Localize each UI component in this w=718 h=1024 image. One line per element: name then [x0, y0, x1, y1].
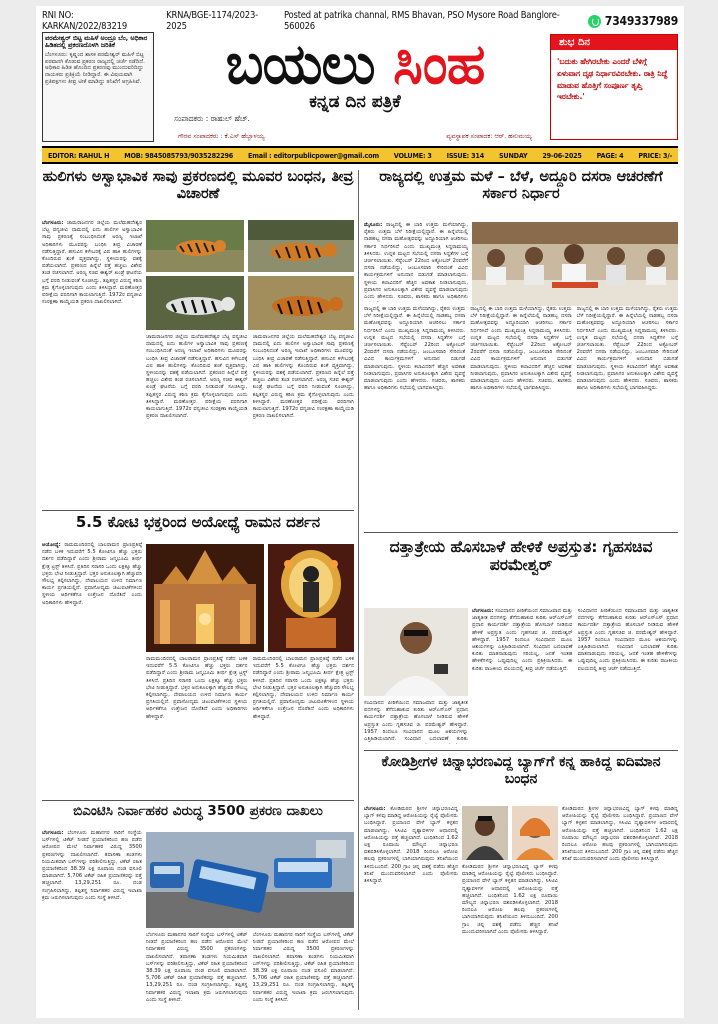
left-box-headline: ಪರಮೇಶ್ವರ್ ಬಿಟ್ಟ ಮಹಿಳೆ ಅಂದ್ರೂ ಬೆಂ, ಅಧಿಕಾರ ಹಿಡಿತದಲ್ಲಿ ಪ್ರಕರಣದೊಳಗಿ ಜರಿತಿಕೆ [45, 35, 151, 50]
dattatreya-headline: ದತ್ತಾತ್ರೇಯ ಹೊಸಬಾಳೆ ಹೇಳಿಕೆ ಅಪ್ರಸ್ತುತ: ಗೃಹಸಚಿವ ಪರಮೇಶ್ವರ್ [389, 538, 653, 575]
mobile-numbers: MOB: 9845085793/9035282296 [124, 150, 234, 160]
kodi-body-col-3: ಕೋಡಿಮಠದ ಶ್ರೀಗಳ ಚಿನ್ನಾಭರಣವಿದ್ದ ಬ್ಯಾಗ್ ಕಳವು ಮಾಡಿದ್ದ ಆರೋಪಿಯನ್ನು ರೈಲ್ವೆ ಪೊಲೀಸರು ಬಂಧಿಸಿದ್ದಾರೆ. ಪ್ರಯಾಣದ ವೇಳೆ ಬ್ಯಾಗ್ ಕಳ್ಳತನ ಮಾಡಲಾಗಿದ್ದು, ಸಿಸಿಟಿವಿ ದೃಶ್ಯಾವಳಿಗಳ ಆಧಾರದಲ್ಲಿ ಆರೋಪಿಯನ್ನು ಪತ್ತೆ ಹಚ್ಚಲಾಗಿದೆ. ಬಂಧಿತನಿಂದ 1.62 ಲಕ್ಷ ರೂಪಾಯಿ ಮೌಲ್ಯದ ಚಿನ್ನಾಭರಣ ವಶಪಡಿಸಿಕೊಳ್ಳಲಾಗಿದೆ. 2018 ರಿಂದಲೂ ಆರೋಪಿ ಹಲವು ಪ್ರಕರಣಗಳಲ್ಲಿ ಭಾಗಿಯಾಗಿರುವುದು ತನಿಖೆಯಿಂದ ತಿಳಿದುಬಂದಿದೆ. 200 ಗ್ರಾಂ ಚಿನ್ನ ವಶಕ್ಕೆ ಪಡೆದು ಹೆಚ್ಚಿನ ತನಿಖೆ ಮುಂದುವರಿಸಲಾಗಿದೆ ಎಂದು ಪೊಲೀಸರು ತಿಳಿಸಿದ್ದಾರೆ. [562, 806, 678, 863]
dattatreya-body-col-3: ಸಂವಿಧಾನದ ಪೀಠಿಕೆಯಿಂದ ಸಮಾಜವಾದ ಮತ್ತು ಜಾತ್ಯತೀತ ಪದಗಳನ್ನು ತೆಗೆದುಹಾಕುವ ಕುರಿತು ಆರ್‌ಎಸ್‌ಎಸ್ ಪ್ರಧಾನ ಕಾರ್ಯದರ್ಶಿ ದತ್ತಾತ್ರೇಯ ಹೊಸಬಾಳೆ ನೀಡಿರುವ ಹೇಳಿಕೆ ಅಪ್ರಸ್ತುತ ಎಂದು ಗೃಹಸಚಿವ ಜಿ. ಪರಮೇಶ್ವರ್ ಹೇಳಿದ್ದಾರೆ. 1957 ರಿಂದಲೂ ಸಂವಿಧಾನದ ಮೂಲ ಆಶಯಗಳನ್ನು ಎತ್ತಿಹಿಡಿಯಲಾಗಿದೆ. ಸಂವಿಧಾನ ಬದಲಾವಣೆ ಕುರಿತು ಮಾತನಾಡುವುದು ಸರಿಯಲ್ಲ, ಜನತೆ ಇಂತಹ ಹೇಳಿಕೆಗಳನ್ನು ಒಪ್ಪುವುದಿಲ್ಲ ಎಂದು ಪ್ರತಿಕ್ರಿಯಿಸಿದರು. ಈ ಕುರಿತು ರಾಜಕೀಯ ವಲಯದಲ್ಲಿ ತೀವ್ರ ಚರ್ಚೆ ನಡೆಯುತ್ತಿದೆ. [577, 608, 678, 672]
thought-heading: ಶುಭ ದಿನ [551, 35, 677, 50]
bmtc-dateline: ಬೆಂಗಳೂರು: [42, 830, 64, 836]
registration-strip [42, 12, 678, 30]
section-rule-1 [42, 510, 354, 511]
ayodhya-body-cols-2-3 [146, 656, 354, 796]
kodi-headline-box [364, 754, 678, 800]
rain-body-cols [364, 306, 678, 528]
managing-editor: ವ್ಯವಸ್ಥಾಪಕ ಸಂಪಾದಕ: ಆರ್. ಹನುಮಯ್ಯ [446, 132, 532, 140]
bmtc-body-cols-2-3 [146, 932, 354, 1012]
dattatreya-dateline: ಬೆಂಗಳೂರು: [472, 608, 494, 614]
dattatreya-body-col-2 [472, 608, 573, 744]
tiger-headline: ಹುಲಿಗಳು ಅಸ್ವಾಭಾವಿಕ ಸಾವು ಪ್ರಕರಣದಲ್ಲಿ ಮೂವರ ಬಂಧನ, ತೀವ್ರ ವಿಚಾರಣೆ [42, 169, 354, 203]
section-rule-4 [364, 750, 678, 751]
tiger-body-col-2: ಚಾಮರಾಜನಗರ ಜಿಲ್ಲೆಯ ಮಲೆಮಹದೇಶ್ವರ ಬೆಟ್ಟ ವನ್ಯಜೀವಿ ಧಾಮದಲ್ಲಿ ಐದು ಹುಲಿಗಳ ಅಸ್ವಾಭಾವಿಕ ಸಾವು ಪ್ರಕರಣಕ್ಕೆ ಸಂಬಂಧಿಸಿದಂತೆ ಅರಣ್ಯ ಇಲಾಖೆ ಅಧಿಕಾರಿಗಳು ಮೂವರನ್ನು ಬಂಧಿಸಿ ತೀವ್ರ ವಿಚಾರಣೆ ನಡೆಸುತ್ತಿದ್ದಾರೆ. ಹಸುವಿನ ಕಳೇಬರಕ್ಕೆ ವಿಷ ಹಾಕಿ ಹುಲಿಗಳನ್ನು ಕೊಂದಿರುವ ಶಂಕೆ ವ್ಯಕ್ತವಾಗಿದ್ದು, ಸ್ಥಳೀಯರನ್ನು ವಶಕ್ಕೆ ಪಡೆಯಲಾಗಿದೆ. ಪ್ರಕರಣದ ಹಿನ್ನೆಲೆ ಪತ್ತೆ ಹಚ್ಚಲು ವಿಶೇಷ ತಂಡ ರಚಿಸಲಾಗಿದೆ. ಅರಣ್ಯ ಸಚಿವ ಈಶ್ವರ್ ಖಂಡ್ರೆ ಘಟನೆಯ ಬಗ್ಗೆ ವರದಿ ನೀಡುವಂತೆ ಸೂಚಿಸಿದ್ದು, ತಪ್ಪಿತಸ್ಥರ ವಿರುದ್ಧ ಕಠಿಣ ಕ್ರಮ ಕೈಗೊಳ್ಳಲಾಗುವುದು ಎಂದು ತಿಳಿಸಿದ್ದಾರೆ. ಮರಣೋತ್ತರ ಪರೀಕ್ಷೆಯ ವರದಿಗಾಗಿ ಕಾಯಲಾಗುತ್ತಿದೆ. 1972ರ ವನ್ಯಜೀವಿ ಸಂರಕ್ಷಣಾ ಕಾಯ್ದೆಯಡಿ ಪ್ರಕರಣ ದಾಖಲಿಸಲಾಗಿದೆ. [146, 334, 248, 420]
masthead-left-news-box [42, 32, 154, 142]
title-part-red: ಸಿಂಹ [393, 32, 485, 97]
kodi-body-col-1 [364, 806, 458, 1012]
tiger-photo-4 [248, 276, 354, 330]
ayodhya-headline: 5.5 ಕೋಟಿ ಭಕ್ತರಿಂದ ಅಯೋಧ್ಯೆ ರಾಮನ ದರ್ಶನ [75, 514, 321, 531]
tiger-body-col-3: ಚಾಮರಾಜನಗರ ಜಿಲ್ಲೆಯ ಮಲೆಮಹದೇಶ್ವರ ಬೆಟ್ಟ ವನ್ಯಜೀವಿ ಧಾಮದಲ್ಲಿ ಐದು ಹುಲಿಗಳ ಅಸ್ವಾಭಾವಿಕ ಸಾವು ಪ್ರಕರಣಕ್ಕೆ ಸಂಬಂಧಿಸಿದಂತೆ ಅರಣ್ಯ ಇಲಾಖೆ ಅಧಿಕಾರಿಗಳು ಮೂವರನ್ನು ಬಂಧಿಸಿ ತೀವ್ರ ವಿಚಾರಣೆ ನಡೆಸುತ್ತಿದ್ದಾರೆ. ಹಸುವಿನ ಕಳೇಬರಕ್ಕೆ ವಿಷ ಹಾಕಿ ಹುಲಿಗಳನ್ನು ಕೊಂದಿರುವ ಶಂಕೆ ವ್ಯಕ್ತವಾಗಿದ್ದು, ಸ್ಥಳೀಯರನ್ನು ವಶಕ್ಕೆ ಪಡೆಯಲಾಗಿದೆ. ಪ್ರಕರಣದ ಹಿನ್ನೆಲೆ ಪತ್ತೆ ಹಚ್ಚಲು ವಿಶೇಷ ತಂಡ ರಚಿಸಲಾಗಿದೆ. ಅರಣ್ಯ ಸಚಿವ ಈಶ್ವರ್ ಖಂಡ್ರೆ ಘಟನೆಯ ಬಗ್ಗೆ ವರದಿ ನೀಡುವಂತೆ ಸೂಚಿಸಿದ್ದು, ತಪ್ಪಿತಸ್ಥರ ವಿರುದ್ಧ ಕಠಿಣ ಕ್ರಮ ಕೈಗೊಳ್ಳಲಾಗುವುದು ಎಂದು ತಿಳಿಸಿದ್ದಾರೆ. ಮರಣೋತ್ತರ ಪರೀಕ್ಷೆಯ ವರದಿಗಾಗಿ ಕಾಯಲಾಗುತ್ತಿದೆ. 1972ರ ವನ್ಯಜೀವಿ ಸಂರಕ್ಷಣಾ ಕಾಯ್ದೆಯಡಿ ಪ್ರಕರಣ ದಾಖಲಿಸಲಾಗಿದೆ. [252, 334, 354, 420]
section-rule-3 [364, 532, 678, 533]
tiger-dateline: ಬೆಂಗಳೂರು: [42, 220, 64, 226]
whatsapp-icon [588, 15, 601, 28]
bmtc-body-text: ಬೆಂಗಳೂರು ಮಹಾನಗರ ಸಾರಿಗೆ ಸಂಸ್ಥೆಯ ಬಸ್‌ಗಳಲ್ಲಿ ಟಿಕೆಟ್ ನೀಡದೆ ಪ್ರಯಾಣಿಕರಿಂದ ಹಣ ಪಡೆದ ಆರೋಪದ ಮೇಲೆ ನಿರ್ವಾಹಕರ ವಿರುದ್ಧ 3500 ಪ್ರಕರಣಗಳನ್ನು ದಾಖಲಿಸಲಾಗಿದೆ. ತಪಾಸಣಾ ತಂಡಗಳು ನಿಯಮಿತವಾಗಿ ಬಸ್‌ಗಳನ್ನು ಪರಿಶೀಲಿಸುತ್ತಿದ್ದು, ಟಿಕೆಟ್ ರಹಿತ ಪ್ರಯಾಣಿಕರಿಂದ 38.39 ಲಕ್ಷ ರೂಪಾಯಿ ದಂಡ ವಸೂಲಿ ಮಾಡಲಾಗಿದೆ. 5,706 ಟಿಕೆಟ್ ರಹಿತ ಪ್ರಯಾಣಿಕರನ್ನು ಪತ್ತೆ ಹಚ್ಚಲಾಗಿದೆ. 13,29,251 ರೂ. ದಂಡ ಸಂಗ್ರಹಿಸಲಾಗಿದ್ದು, ತಪ್ಪಿತಸ್ಥ ನಿರ್ವಾಹಕರ ವಿರುದ್ಧ ಇಲಾಖಾ ಕ್ರಮ ಜರುಗಿಸಲಾಗುವುದು ಎಂದು ಸಂಸ್ಥೆ ತಿಳಿಸಿದೆ. [42, 830, 142, 901]
rain-headline-box [364, 169, 678, 219]
rain-body-col-2: ರಾಜ್ಯದಲ್ಲಿ ಈ ಬಾರಿ ಉತ್ತಮ ಮಳೆಯಾಗಿದ್ದು, ರೈತರು ಉತ್ತಮ ಬೆಳೆ ನಿರೀಕ್ಷೆಯಲ್ಲಿದ್ದಾರೆ. ಈ ಹಿನ್ನೆಲೆಯಲ್ಲಿ ನಾಡಹಬ್ಬ ದಸರಾ ಮಹೋತ್ಸವವನ್ನು ಅದ್ದೂರಿಯಾಗಿ ಆಚರಿಸಲು ಸರ್ಕಾರ ನಿರ್ಧರಿಸಿದೆ ಎಂದು ಮುಖ್ಯಮಂತ್ರಿ ಸಿದ್ದರಾಮಯ್ಯ ತಿಳಿಸಿದರು. ಉನ್ನತ ಮಟ್ಟದ ಸಭೆಯಲ್ಲಿ ದಸರಾ ಸಿದ್ಧತೆಗಳ ಬಗ್ಗೆ ಚರ್ಚಿಸಲಾಯಿತು. ಸೆಪ್ಟೆಂಬರ್ 22ರಿಂದ ಅಕ್ಟೋಬರ್ 2ರವರೆಗೆ ದಸರಾ ನಡೆಯಲಿದ್ದು, ಜಂಬೂಸವಾರಿ ಸೇರಿದಂತೆ ವಿವಿಧ ಕಾರ್ಯಕ್ರಮಗಳಿಗೆ ಅನುದಾನ ಬಿಡುಗಡೆ ಮಾಡಲಾಗುವುದು. ಸ್ಥಳೀಯ ಕಲಾವಿದರಿಗೆ ಹೆಚ್ಚಿನ ಅವಕಾಶ ನೀಡಲಾಗುವುದು, ಪ್ರವಾಸಿಗರ ಅನುಕೂಲಕ್ಕಾಗಿ ವಿಶೇಷ ವ್ಯವಸ್ಥೆ ಮಾಡಲಾಗುವುದು ಎಂದು ಹೇಳಿದರು. ಸಚಿವರು, ಶಾಸಕರು ಹಾಗೂ ಅಧಿಕಾರಿಗಳು ಸಭೆಯಲ್ಲಿ ಭಾಗವಹಿಸಿದ್ದರು. [470, 306, 572, 392]
ayodhya-body-col-3: ರಾಮಮಂದಿರದಲ್ಲಿ ಬಾಲರಾಮನ ಪ್ರಾಣಪ್ರತಿಷ್ಠೆ ನಡೆದ ಬಳಿಕ ಇದುವರೆಗೆ 5.5 ಕೋಟಿಗೂ ಹೆಚ್ಚು ಭಕ್ತರು ದರ್ಶನ ಪಡೆದಿದ್ದಾರೆ ಎಂದು ಶ್ರೀರಾಮ ಜನ್ಮಭೂಮಿ ತೀರ್ಥ ಕ್ಷೇತ್ರ ಟ್ರಸ್ಟ್ ತಿಳಿಸಿದೆ. ಪ್ರತಿದಿನ ಸರಾಸರಿ ಒಂದು ಲಕ್ಷಕ್ಕೂ ಹೆಚ್ಚು ಭಕ್ತರು ಭೇಟಿ ನೀಡುತ್ತಿದ್ದಾರೆ. ಭಕ್ತರ ಅನುಕೂಲಕ್ಕಾಗಿ ಹೆಚ್ಚುವರಿ ಸೌಲಭ್ಯ ಕಲ್ಪಿಸಲಾಗಿದ್ದು, ದೇವಾಲಯದ ಉಳಿದ ನಿರ್ಮಾಣ ಕಾರ್ಯ ಪ್ರಗತಿಯಲ್ಲಿದೆ. ಪ್ರವಾಸೋದ್ಯಮ ಚಟುವಟಿಕೆಗಳಿಂದ ಸ್ಥಳೀಯ ಆರ್ಥಿಕತೆಗೂ ಉತ್ತೇಜನ ದೊರೆತಿದೆ ಎಂದು ಅಧಿಕಾರಿಗಳು ಹೇಳಿದ್ದಾರೆ. [252, 656, 354, 720]
whatsapp-contact[interactable] [588, 14, 678, 28]
editor-line: ಸಂಪಾದಕರು : ರಾಹುಲ್ ಹೆಚ್. [174, 114, 250, 123]
staff-credits [160, 132, 550, 141]
bmtc-body-col-1 [42, 830, 142, 1010]
thought-text: 'ಬದುಕು ಹೇಗಿರಬೇಕು ಎಂದರೆ ಬೆಳಿಗ್ಗೆ ಏಳುವಾಗ ದೃಢ ನಿರ್ಧಾರವಿರಬೇಕು. ರಾತ್ರಿ ನಿದ್ದೆ ಮಾಡುವ ಹೊತ್ತಿಗೆ ಸಂಪೂರ್ಣ ತೃಪ್ತಿ ಇರಬೇಕು.' [557, 57, 668, 102]
tiger-photo-2 [248, 220, 354, 272]
editor-name: EDITOR: RAHUL H [48, 150, 110, 160]
tiger-photo-1 [146, 220, 244, 272]
bmtc-body-col-2: ಬೆಂಗಳೂರು ಮಹಾನಗರ ಸಾರಿಗೆ ಸಂಸ್ಥೆಯ ಬಸ್‌ಗಳಲ್ಲಿ ಟಿಕೆಟ್ ನೀಡದೆ ಪ್ರಯಾಣಿಕರಿಂದ ಹಣ ಪಡೆದ ಆರೋಪದ ಮೇಲೆ ನಿರ್ವಾಹಕರ ವಿರುದ್ಧ 3500 ಪ್ರಕರಣಗಳನ್ನು ದಾಖಲಿಸಲಾಗಿದೆ. ತಪಾಸಣಾ ತಂಡಗಳು ನಿಯಮಿತವಾಗಿ ಬಸ್‌ಗಳನ್ನು ಪರಿಶೀಲಿಸುತ್ತಿದ್ದು, ಟಿಕೆಟ್ ರಹಿತ ಪ್ರಯಾಣಿಕರಿಂದ 38.39 ಲಕ್ಷ ರೂಪಾಯಿ ದಂಡ ವಸೂಲಿ ಮಾಡಲಾಗಿದೆ. 5,706 ಟಿಕೆಟ್ ರಹಿತ ಪ್ರಯಾಣಿಕರನ್ನು ಪತ್ತೆ ಹಚ್ಚಲಾಗಿದೆ. 13,29,251 ರೂ. ದಂಡ ಸಂಗ್ರಹಿಸಲಾಗಿದ್ದು, ತಪ್ಪಿತಸ್ಥ ನಿರ್ವಾಹಕರ ವಿರುದ್ಧ ಇಲಾಖಾ ಕ್ರಮ ಜರುಗಿಸಲಾಗುವುದು ಎಂದು ಸಂಸ್ಥೆ ತಿಳಿಸಿದೆ. [146, 932, 248, 1003]
masthead [42, 32, 678, 144]
newspaper-title [160, 32, 550, 98]
parameshwar-photo [364, 608, 468, 696]
rni-number: RNI NO: KARKAN/2022/83219 [42, 10, 128, 32]
issue-date: 29-06-2025 [542, 150, 582, 160]
krna-number: KRNA/BGE-1174/2023-2025 [166, 10, 258, 32]
rain-dateline: ಮೈಸೂರು: [364, 222, 383, 228]
accused-photo-1 [462, 806, 508, 860]
newspaper-page [36, 6, 684, 1018]
ayodhya-dateline: ಅಯೋಧ್ಯೆ: [42, 542, 61, 548]
rain-body-col-1: ರಾಜ್ಯದಲ್ಲಿ ಈ ಬಾರಿ ಉತ್ತಮ ಮಳೆಯಾಗಿದ್ದು, ರೈತರು ಉತ್ತಮ ಬೆಳೆ ನಿರೀಕ್ಷೆಯಲ್ಲಿದ್ದಾರೆ. ಈ ಹಿನ್ನೆಲೆಯಲ್ಲಿ ನಾಡಹಬ್ಬ ದಸರಾ ಮಹೋತ್ಸವವನ್ನು ಅದ್ದೂರಿಯಾಗಿ ಆಚರಿಸಲು ಸರ್ಕಾರ ನಿರ್ಧರಿಸಿದೆ ಎಂದು ಮುಖ್ಯಮಂತ್ರಿ ಸಿದ್ದರಾಮಯ್ಯ ತಿಳಿಸಿದರು. ಉನ್ನತ ಮಟ್ಟದ ಸಭೆಯಲ್ಲಿ ದಸರಾ ಸಿದ್ಧತೆಗಳ ಬಗ್ಗೆ ಚರ್ಚಿಸಲಾಯಿತು. ಸೆಪ್ಟೆಂಬರ್ 22ರಿಂದ ಅಕ್ಟೋಬರ್ 2ರವರೆಗೆ ದಸರಾ ನಡೆಯಲಿದ್ದು, ಜಂಬೂಸವಾರಿ ಸೇರಿದಂತೆ ವಿವಿಧ ಕಾರ್ಯಕ್ರಮಗಳಿಗೆ ಅನುದಾನ ಬಿಡುಗಡೆ ಮಾಡಲಾಗುವುದು. ಸ್ಥಳೀಯ ಕಲಾವಿದರಿಗೆ ಹೆಚ್ಚಿನ ಅವಕಾಶ ನೀಡಲಾಗುವುದು, ಪ್ರವಾಸಿಗರ ಅನುಕೂಲಕ್ಕಾಗಿ ವಿಶೇಷ ವ್ಯವಸ್ಥೆ ಮಾಡಲಾಗುವುದು ಎಂದು ಹೇಳಿದರು. ಸಚಿವರು, ಶಾಸಕರು ಹಾಗೂ ಅಧಿಕಾರಿಗಳು ಸಭೆಯಲ್ಲಿ ಭಾಗವಹಿಸಿದ್ದರು. [364, 306, 466, 392]
kodi-body-text: ಕೋಡಿಮಠದ ಶ್ರೀಗಳ ಚಿನ್ನಾಭರಣವಿದ್ದ ಬ್ಯಾಗ್ ಕಳವು ಮಾಡಿದ್ದ ಆರೋಪಿಯನ್ನು ರೈಲ್ವೆ ಪೊಲೀಸರು ಬಂಧಿಸಿದ್ದಾರೆ. ಪ್ರಯಾಣದ ವೇಳೆ ಬ್ಯಾಗ್ ಕಳ್ಳತನ ಮಾಡಲಾಗಿದ್ದು, ಸಿಸಿಟಿವಿ ದೃಶ್ಯಾವಳಿಗಳ ಆಧಾರದಲ್ಲಿ ಆರೋಪಿಯನ್ನು ಪತ್ತೆ ಹಚ್ಚಲಾಗಿದೆ. ಬಂಧಿತನಿಂದ 1.62 ಲಕ್ಷ ರೂಪಾಯಿ ಮೌಲ್ಯದ ಚಿನ್ನಾಭರಣ ವಶಪಡಿಸಿಕೊಳ್ಳಲಾಗಿದೆ. 2018 ರಿಂದಲೂ ಆರೋಪಿ ಹಲವು ಪ್ರಕರಣಗಳಲ್ಲಿ ಭಾಗಿಯಾಗಿರುವುದು ತನಿಖೆಯಿಂದ ತಿಳಿದುಬಂದಿದೆ. 200 ಗ್ರಾಂ ಚಿನ್ನ ವಶಕ್ಕೆ ಪಡೆದು ಹೆಚ್ಚಿನ ತನಿಖೆ ಮುಂದುವರಿಸಲಾಗಿದೆ ಎಂದು ಪೊಲೀಸರು ತಿಳಿಸಿದ್ದಾರೆ. [364, 806, 458, 885]
newspaper-brand [160, 32, 550, 144]
ayodhya-headline-box [42, 514, 354, 540]
ayodhya-temple-photo [146, 544, 264, 652]
issue: ISSUE: 314 [446, 150, 485, 160]
dattatreya-body-text: ಸಂವಿಧಾನದ ಪೀಠಿಕೆಯಿಂದ ಸಮಾಜವಾದ ಮತ್ತು ಜಾತ್ಯತೀತ ಪದಗಳನ್ನು ತೆಗೆದುಹಾಕುವ ಕುರಿತು ಆರ್‌ಎಸ್‌ಎಸ್ ಪ್ರಧಾನ ಕಾರ್ಯದರ್ಶಿ ದತ್ತಾತ್ರೇಯ ಹೊಸಬಾಳೆ ನೀಡಿರುವ ಹೇಳಿಕೆ ಅಪ್ರಸ್ತುತ ಎಂದು ಗೃಹಸಚಿವ ಜಿ. ಪರಮೇಶ್ವರ್ ಹೇಳಿದ್ದಾರೆ. 1957 ರಿಂದಲೂ ಸಂವಿಧಾನದ ಮೂಲ ಆಶಯಗಳನ್ನು ಎತ್ತಿಹಿಡಿಯಲಾಗಿದೆ. ಸಂವಿಧಾನ ಬದಲಾವಣೆ ಕುರಿತು ಮಾತನಾಡುವುದು ಸರಿಯಲ್ಲ, ಜನತೆ ಇಂತಹ ಹೇಳಿಕೆಗಳನ್ನು ಒಪ್ಪುವುದಿಲ್ಲ ಎಂದು ಪ್ರತಿಕ್ರಿಯಿಸಿದರು. ಈ ಕುರಿತು ರಾಜಕೀಯ ವಲಯದಲ್ಲಿ ತೀವ್ರ ಚರ್ಚೆ ನಡೆಯುತ್ತಿದೆ. [472, 608, 573, 672]
page-number: PAGE: 4 [596, 150, 624, 160]
thought-of-the-day-box [550, 34, 678, 140]
bmtc-headline-box [42, 804, 354, 826]
ayodhya-body-col-2: ರಾಮಮಂದಿರದಲ್ಲಿ ಬಾಲರಾಮನ ಪ್ರಾಣಪ್ರತಿಷ್ಠೆ ನಡೆದ ಬಳಿಕ ಇದುವರೆಗೆ 5.5 ಕೋಟಿಗೂ ಹೆಚ್ಚು ಭಕ್ತರು ದರ್ಶನ ಪಡೆದಿದ್ದಾರೆ ಎಂದು ಶ್ರೀರಾಮ ಜನ್ಮಭೂಮಿ ತೀರ್ಥ ಕ್ಷೇತ್ರ ಟ್ರಸ್ಟ್ ತಿಳಿಸಿದೆ. ಪ್ರತಿದಿನ ಸರಾಸರಿ ಒಂದು ಲಕ್ಷಕ್ಕೂ ಹೆಚ್ಚು ಭಕ್ತರು ಭೇಟಿ ನೀಡುತ್ತಿದ್ದಾರೆ. ಭಕ್ತರ ಅನುಕೂಲಕ್ಕಾಗಿ ಹೆಚ್ಚುವರಿ ಸೌಲಭ್ಯ ಕಲ್ಪಿಸಲಾಗಿದ್ದು, ದೇವಾಲಯದ ಉಳಿದ ನಿರ್ಮಾಣ ಕಾರ್ಯ ಪ್ರಗತಿಯಲ್ಲಿದೆ. ಪ್ರವಾಸೋದ್ಯಮ ಚಟುವಟಿಕೆಗಳಿಂದ ಸ್ಥಳೀಯ ಆರ್ಥಿಕತೆಗೂ ಉತ್ತೇಜನ ದೊರೆತಿದೆ ಎಂದು ಅಧಿಕಾರಿಗಳು ಹೇಳಿದ್ದಾರೆ. [146, 656, 248, 720]
ayodhya-body-text: ರಾಮಮಂದಿರದಲ್ಲಿ ಬಾಲರಾಮನ ಪ್ರಾಣಪ್ರತಿಷ್ಠೆ ನಡೆದ ಬಳಿಕ ಇದುವರೆಗೆ 5.5 ಕೋಟಿಗೂ ಹೆಚ್ಚು ಭಕ್ತರು ದರ್ಶನ ಪಡೆದಿದ್ದಾರೆ ಎಂದು ಶ್ರೀರಾಮ ಜನ್ಮಭೂಮಿ ತೀರ್ಥ ಕ್ಷೇತ್ರ ಟ್ರಸ್ಟ್ ತಿಳಿಸಿದೆ. ಪ್ರತಿದಿನ ಸರಾಸರಿ ಒಂದು ಲಕ್ಷಕ್ಕೂ ಹೆಚ್ಚು ಭಕ್ತರು ಭೇಟಿ ನೀಡುತ್ತಿದ್ದಾರೆ. ಭಕ್ತರ ಅನುಕೂಲಕ್ಕಾಗಿ ಹೆಚ್ಚುವರಿ ಸೌಲಭ್ಯ ಕಲ್ಪಿಸಲಾಗಿದ್ದು, ದೇವಾಲಯದ ಉಳಿದ ನಿರ್ಮಾಣ ಕಾರ್ಯ ಪ್ರಗತಿಯಲ್ಲಿದೆ. ಪ್ರವಾಸೋದ್ಯಮ ಚಟುವಟಿಕೆಗಳಿಂದ ಸ್ಥಳೀಯ ಆರ್ಥಿಕತೆಗೂ ಉತ್ತೇಜನ ದೊರೆತಿದೆ ಎಂದು ಅಧಿಕಾರಿಗಳು ಹೇಳಿದ್ದಾರೆ. [42, 542, 142, 606]
issue-info-bar [42, 146, 678, 164]
bmtc-headline: ಬಿಎಂಟಿಸಿ ನಿರ್ವಾಹಕರ ವಿರುದ್ಧ 3500 ಪ್ರಕರಣ ದಾಖಲು [73, 804, 323, 819]
tiger-body-cols-2-3 [146, 334, 354, 506]
title-part-black: ಬಯಲು [225, 32, 375, 97]
ayodhya-body-col-1 [42, 542, 142, 796]
tiger-article-headline-box [42, 169, 354, 215]
bmtc-bus-photo [146, 832, 354, 928]
newspaper-subtitle: ಕನ್ನಡ ದಿನ ಪತ್ರಿಕೆ [309, 92, 401, 112]
left-box-body: ಬೆಂಗಳೂರು: ಕೃಷ್ಣಂದ ಶಾಸಕ ಪರಮೇಶ್ವರ್ ಮಹಿಳೆ ಬಿಟ್ಟ ಪರವಾನಗಿ ಕೊಡುವ ಪ್ರಕರಣ ರಾಜ್ಯದಲ್ಲಿ ಚರ್ಚೆ ನಡೆದಿದೆ. ಅಧಿಕಾರ ಹಿಡಿತ ಹೊಂದಿದ ಪ್ರಕರಣವು ಮುಂದುವರಿದಿದ್ದು ನಾಯಕರು ಪ್ರತಿಕ್ರಿಯೆ ನೀಡಿದ್ದಾರೆ. ಈ ವಿಷಯವಾಗಿ ಪ್ರತಿಪಕ್ಷಗಳು ತೀವ್ರ ಟೀಕೆ ಮಾಡಿದ್ದು ತನಿಖೆಗೆ ಆಗ್ರಹಿಸಿವೆ. [45, 51, 145, 85]
kodi-headline: ಕೋಡಿಶ್ರೀಗಳ ಚಿನ್ನಾಭರಣವಿದ್ದ ಬ್ಯಾಗ್‌ಗೆ ಕನ್ನ ಹಾಕಿದ್ದ ಐದಿಮಾನ ಬಂಧನ [381, 754, 661, 787]
column-divider [358, 170, 359, 1010]
accused-photo-2 [512, 806, 558, 860]
dattatreya-headline-box [364, 538, 678, 598]
tiger-body-col-1 [42, 220, 142, 506]
rain-headline: ರಾಜ್ಯದಲ್ಲಿ ಉತ್ತಮ ಮಳೆ – ಬೆಳೆ, ಅದ್ದೂರಿ ದಸರಾ ಆಚರಣೆಗೆ ಸರ್ಕಾರ ನಿರ್ಧಾರ [379, 169, 663, 203]
ram-lalla-idol-photo [268, 544, 354, 652]
rain-body-col-3: ರಾಜ್ಯದಲ್ಲಿ ಈ ಬಾರಿ ಉತ್ತಮ ಮಳೆಯಾಗಿದ್ದು, ರೈತರು ಉತ್ತಮ ಬೆಳೆ ನಿರೀಕ್ಷೆಯಲ್ಲಿದ್ದಾರೆ. ಈ ಹಿನ್ನೆಲೆಯಲ್ಲಿ ನಾಡಹಬ್ಬ ದಸರಾ ಮಹೋತ್ಸವವನ್ನು ಅದ್ದೂರಿಯಾಗಿ ಆಚರಿಸಲು ಸರ್ಕಾರ ನಿರ್ಧರಿಸಿದೆ ಎಂದು ಮುಖ್ಯಮಂತ್ರಿ ಸಿದ್ದರಾಮಯ್ಯ ತಿಳಿಸಿದರು. ಉನ್ನತ ಮಟ್ಟದ ಸಭೆಯಲ್ಲಿ ದಸರಾ ಸಿದ್ಧತೆಗಳ ಬಗ್ಗೆ ಚರ್ಚಿಸಲಾಯಿತು. ಸೆಪ್ಟೆಂಬರ್ 22ರಿಂದ ಅಕ್ಟೋಬರ್ 2ರವರೆಗೆ ದಸರಾ ನಡೆಯಲಿದ್ದು, ಜಂಬೂಸವಾರಿ ಸೇರಿದಂತೆ ವಿವಿಧ ಕಾರ್ಯಕ್ರಮಗಳಿಗೆ ಅನುದಾನ ಬಿಡುಗಡೆ ಮಾಡಲಾಗುವುದು. ಸ್ಥಳೀಯ ಕಲಾವಿದರಿಗೆ ಹೆಚ್ಚಿನ ಅವಕಾಶ ನೀಡಲಾಗುವುದು, ಪ್ರವಾಸಿಗರ ಅನುಕೂಲಕ್ಕಾಗಿ ವಿಶೇಷ ವ್ಯವಸ್ಥೆ ಮಾಡಲಾಗುವುದು ಎಂದು ಹೇಳಿದರು. ಸಚಿವರು, ಶಾಸಕರು ಹಾಗೂ ಅಧಿಕಾರಿಗಳು ಸಭೆಯಲ್ಲಿ ಭಾಗವಹಿಸಿದ್ದರು. [576, 306, 678, 392]
kodi-body-col-2-bottom: ಕೋಡಿಮಠದ ಶ್ರೀಗಳ ಚಿನ್ನಾಭರಣವಿದ್ದ ಬ್ಯಾಗ್ ಕಳವು ಮಾಡಿದ್ದ ಆರೋಪಿಯನ್ನು ರೈಲ್ವೆ ಪೊಲೀಸರು ಬಂಧಿಸಿದ್ದಾರೆ. ಪ್ರಯಾಣದ ವೇಳೆ ಬ್ಯಾಗ್ ಕಳ್ಳತನ ಮಾಡಲಾಗಿದ್ದು, ಸಿಸಿಟಿವಿ ದೃಶ್ಯಾವಳಿಗಳ ಆಧಾರದಲ್ಲಿ ಆರೋಪಿಯನ್ನು ಪತ್ತೆ ಹಚ್ಚಲಾಗಿದೆ. ಬಂಧಿತನಿಂದ 1.62 ಲಕ್ಷ ರೂಪಾಯಿ ಮೌಲ್ಯದ ಚಿನ್ನಾಭರಣ ವಶಪಡಿಸಿಕೊಳ್ಳಲಾಗಿದೆ. 2018 ರಿಂದಲೂ ಆರೋಪಿ ಹಲವು ಪ್ರಕರಣಗಳಲ್ಲಿ ಭಾಗಿಯಾಗಿರುವುದು ತನಿಖೆಯಿಂದ ತಿಳಿದುಬಂದಿದೆ. 200 ಗ್ರಾಂ ಚಿನ್ನ ವಶಕ್ಕೆ ಪಡೆದು ಹೆಚ್ಚಿನ ತನಿಖೆ ಮುಂದುವರಿಸಲಾಗಿದೆ ಎಂದು ಪೊಲೀಸರು ತಿಳಿಸಿದ್ದಾರೆ. [462, 864, 558, 935]
tiger-photo-3 [146, 276, 244, 330]
rain-body-text: ರಾಜ್ಯದಲ್ಲಿ ಈ ಬಾರಿ ಉತ್ತಮ ಮಳೆಯಾಗಿದ್ದು, ರೈತರು ಉತ್ತಮ ಬೆಳೆ ನಿರೀಕ್ಷೆಯಲ್ಲಿದ್ದಾರೆ. ಈ ಹಿನ್ನೆಲೆಯಲ್ಲಿ ನಾಡಹಬ್ಬ ದಸರಾ ಮಹೋತ್ಸವವನ್ನು ಅದ್ದೂರಿಯಾಗಿ ಆಚರಿಸಲು ಸರ್ಕಾರ ನಿರ್ಧರಿಸಿದೆ ಎಂದು ಮುಖ್ಯಮಂತ್ರಿ ಸಿದ್ದರಾಮಯ್ಯ ತಿಳಿಸಿದರು. ಉನ್ನತ ಮಟ್ಟದ ಸಭೆಯಲ್ಲಿ ದಸರಾ ಸಿದ್ಧತೆಗಳ ಬಗ್ಗೆ ಚರ್ಚಿಸಲಾಯಿತು. ಸೆಪ್ಟೆಂಬರ್ 22ರಿಂದ ಅಕ್ಟೋಬರ್ 2ರವರೆಗೆ ದಸರಾ ನಡೆಯಲಿದ್ದು, ಜಂಬೂಸವಾರಿ ಸೇರಿದಂತೆ ವಿವಿಧ ಕಾರ್ಯಕ್ರಮಗಳಿಗೆ ಅನುದಾನ ಬಿಡುಗಡೆ ಮಾಡಲಾಗುವುದು. ಸ್ಥಳೀಯ ಕಲಾವಿದರಿಗೆ ಹೆಚ್ಚಿನ ಅವಕಾಶ ನೀಡಲಾಗುವುದು, ಪ್ರವಾಸಿಗರ ಅನುಕೂಲಕ್ಕಾಗಿ ವಿಶೇಷ ವ್ಯವಸ್ಥೆ ಮಾಡಲಾಗುವುದು ಎಂದು ಹೇಳಿದರು. ಸಚಿವರು, ಶಾಸಕರು ಹಾಗೂ ಅಧಿಕಾರಿಗಳು [364, 222, 468, 301]
whatsapp-number: 7349337989 [604, 14, 679, 28]
volume: VOLUME: 3 [393, 150, 432, 160]
rain-body-col-1-top [364, 222, 468, 302]
postal-info: Posted at patrika channal, RMS Bhavan, PSO Mysore Road Banglore-560026 [283, 10, 560, 32]
cm-meeting-photo [472, 222, 678, 306]
kodi-dateline: ಬೆಂಗಳೂರು: [364, 806, 386, 812]
honorary-editor: ಗೌರವ ಸಂಪಾದಕರು : ಕೆ.ಎಸ್ ಹೆಬ್ಬಾಳಯ್ಯ [178, 132, 265, 140]
dattatreya-body-col-1-bottom: ಸಂವಿಧಾನದ ಪೀಠಿಕೆಯಿಂದ ಸಮಾಜವಾದ ಮತ್ತು ಜಾತ್ಯತೀತ ಪದಗಳನ್ನು ತೆಗೆದುಹಾಕುವ ಕುರಿತು ಆರ್‌ಎಸ್‌ಎಸ್ ಪ್ರಧಾನ ಕಾರ್ಯದರ್ಶಿ ದತ್ತಾತ್ರೇಯ ಹೊಸಬಾಳೆ ನೀಡಿರುವ ಹೇಳಿಕೆ ಅಪ್ರಸ್ತುತ ಎಂದು ಗೃಹಸಚಿವ ಜಿ. ಪರಮೇಶ್ವರ್ ಹೇಳಿದ್ದಾರೆ. 1957 ರಿಂದಲೂ ಸಂವಿಧಾನದ ಮೂಲ ಆಶಯಗಳನ್ನು ಎತ್ತಿಹಿಡಿಯಲಾಗಿದೆ. ಸಂವಿಧಾನ ಬದಲಾವಣೆ ಕುರಿತು [364, 700, 468, 743]
weekday: SUNDAY [498, 150, 528, 160]
dattatreya-body-cols [472, 608, 678, 744]
bmtc-body-col-3: ಬೆಂಗಳೂರು ಮಹಾನಗರ ಸಾರಿಗೆ ಸಂಸ್ಥೆಯ ಬಸ್‌ಗಳಲ್ಲಿ ಟಿಕೆಟ್ ನೀಡದೆ ಪ್ರಯಾಣಿಕರಿಂದ ಹಣ ಪಡೆದ ಆರೋಪದ ಮೇಲೆ ನಿರ್ವಾಹಕರ ವಿರುದ್ಧ 3500 ಪ್ರಕರಣಗಳನ್ನು ದಾಖಲಿಸಲಾಗಿದೆ. ತಪಾಸಣಾ ತಂಡಗಳು ನಿಯಮಿತವಾಗಿ ಬಸ್‌ಗಳನ್ನು ಪರಿಶೀಲಿಸುತ್ತಿದ್ದು, ಟಿಕೆಟ್ ರಹಿತ ಪ್ರಯಾಣಿಕರಿಂದ 38.39 ಲಕ್ಷ ರೂಪಾಯಿ ದಂಡ ವಸೂಲಿ ಮಾಡಲಾಗಿದೆ. 5,706 ಟಿಕೆಟ್ ರಹಿತ ಪ್ರಯಾಣಿಕರನ್ನು ಪತ್ತೆ ಹಚ್ಚಲಾಗಿದೆ. 13,29,251 ರೂ. ದಂಡ ಸಂಗ್ರಹಿಸಲಾಗಿದ್ದು, ತಪ್ಪಿತಸ್ಥ ನಿರ್ವಾಹಕರ ವಿರುದ್ಧ ಇಲಾಖಾ ಕ್ರಮ ಜರುಗಿಸಲಾಗುವುದು ಎಂದು ಸಂಸ್ಥೆ ತಿಳಿಸಿದೆ. [252, 932, 354, 1003]
price: PRICE: 3/- [638, 150, 672, 160]
tiger-body-text: ಚಾಮರಾಜನಗರ ಜಿಲ್ಲೆಯ ಮಲೆಮಹದೇಶ್ವರ ಬೆಟ್ಟ ವನ್ಯಜೀವಿ ಧಾಮದಲ್ಲಿ ಐದು ಹುಲಿಗಳ ಅಸ್ವಾಭಾವಿಕ ಸಾವು ಪ್ರಕರಣಕ್ಕೆ ಸಂಬಂಧಿಸಿದಂತೆ ಅರಣ್ಯ ಇಲಾಖೆ ಅಧಿಕಾರಿಗಳು ಮೂವರನ್ನು ಬಂಧಿಸಿ ತೀವ್ರ ವಿಚಾರಣೆ ನಡೆಸುತ್ತಿದ್ದಾರೆ. ಹಸುವಿನ ಕಳೇಬರಕ್ಕೆ ವಿಷ ಹಾಕಿ ಹುಲಿಗಳನ್ನು ಕೊಂದಿರುವ ಶಂಕೆ ವ್ಯಕ್ತವಾಗಿದ್ದು, ಸ್ಥಳೀಯರನ್ನು ವಶಕ್ಕೆ ಪಡೆಯಲಾಗಿದೆ. ಪ್ರಕರಣದ ಹಿನ್ನೆಲೆ ಪತ್ತೆ ಹಚ್ಚಲು ವಿಶೇಷ ತಂಡ ರಚಿಸಲಾಗಿದೆ. ಅರಣ್ಯ ಸಚಿವ ಈಶ್ವರ್ ಖಂಡ್ರೆ ಘಟನೆಯ ಬಗ್ಗೆ ವರದಿ ನೀಡುವಂತೆ ಸೂಚಿಸಿದ್ದು, ತಪ್ಪಿತಸ್ಥರ ವಿರುದ್ಧ ಕಠಿಣ ಕ್ರಮ ಕೈಗೊಳ್ಳಲಾಗುವುದು ಎಂದು ತಿಳಿಸಿದ್ದಾರೆ. ಮರಣೋತ್ತರ ಪರೀಕ್ಷೆಯ ವರದಿಗಾಗಿ ಕಾಯಲಾಗುತ್ತಿದೆ. 1972ರ ವನ್ಯಜೀವಿ ಸಂರಕ್ಷಣಾ ಕಾಯ್ದೆಯಡಿ ಪ್ರಕರಣ ದಾಖಲಿಸಲಾಗಿದೆ. [42, 220, 142, 306]
email: Email : editorpublicpower@gmail.com [248, 150, 379, 160]
section-rule-2 [42, 800, 354, 801]
